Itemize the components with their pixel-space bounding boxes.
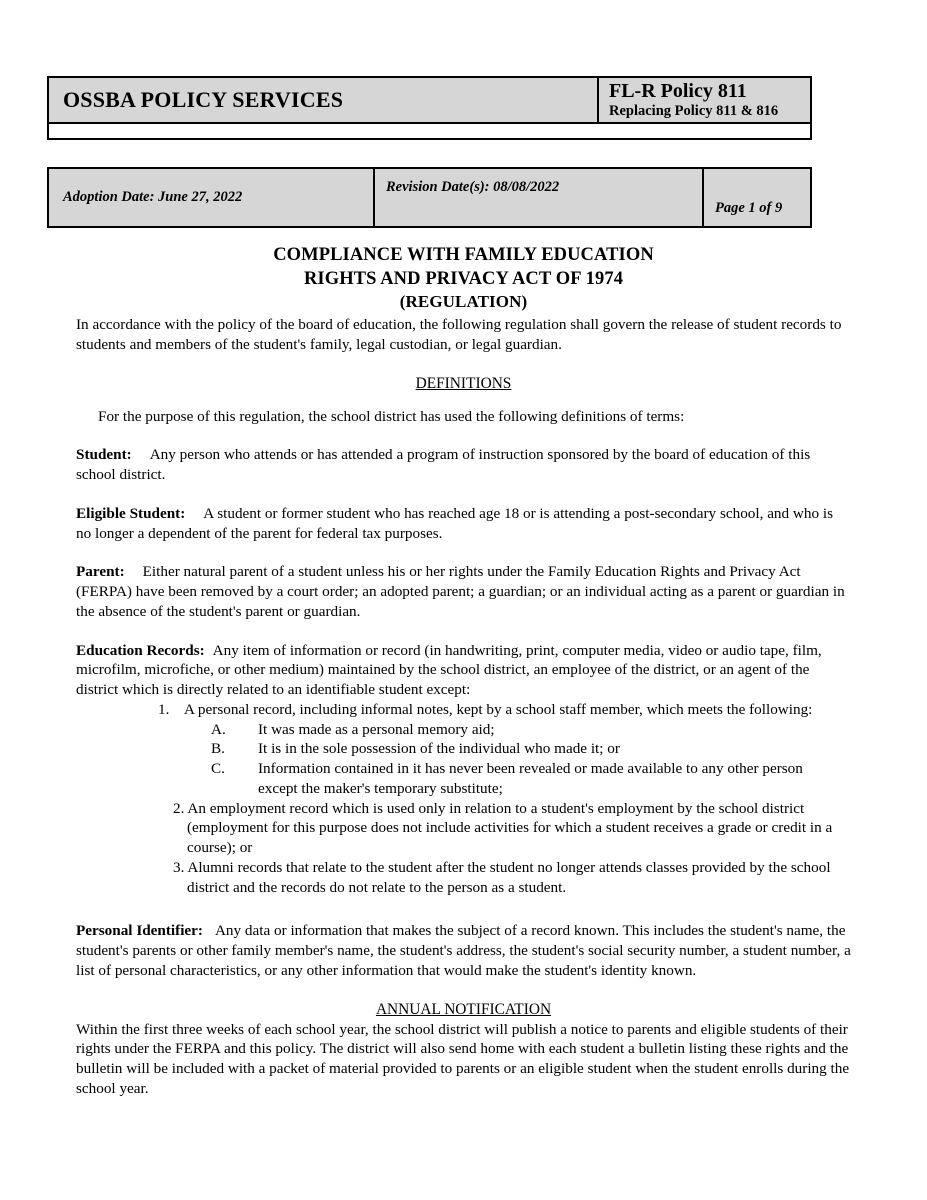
adoption-date-cell xyxy=(48,168,374,227)
meta-row xyxy=(48,168,811,227)
revision-date-text: Revision Date(s): 08/08/2022 xyxy=(386,179,560,195)
list-text-3: Alumni records that relate to the student after the student no longer attends classes provided by the school district and the records do not relate to the person as a student. xyxy=(187,858,831,896)
spacer xyxy=(76,426,851,445)
definitions-lead-in: For the purpose of this regulation, the school district has used the following definitions of terms: xyxy=(98,407,685,425)
list-marker-1b: B. xyxy=(211,740,225,758)
revision-date-cell xyxy=(374,168,703,227)
definition-personal-identifier xyxy=(76,921,851,980)
title-line-1: COMPLIANCE WITH FAMILY EDUCATION xyxy=(273,245,654,265)
annual-notification-heading-text: ANNUAL NOTIFICATION xyxy=(375,1000,552,1018)
definitions-heading xyxy=(76,374,851,394)
policy-header-table xyxy=(47,76,812,140)
header-title-row xyxy=(48,77,811,123)
intro-paragraph: In accordance with the policy of the board of education, the following regulation shall govern the release of student records to students and members of the student's family, legal custodian, or legal guardian. xyxy=(76,316,842,353)
definition-term-personal-identifier: Personal Identifier: xyxy=(76,922,203,940)
spacer xyxy=(76,543,851,562)
spacer xyxy=(76,897,851,921)
list-item xyxy=(158,700,851,720)
policy-code-cell xyxy=(598,77,811,123)
list-item xyxy=(211,759,851,779)
list-text-1c-continuation: except the maker's temporary substitute; xyxy=(258,779,503,797)
list-marker-2: 2. xyxy=(173,799,185,817)
list-marker-1c: C. xyxy=(211,760,225,778)
document-title xyxy=(76,243,851,313)
list-marker-1: 1. xyxy=(158,700,170,718)
policy-code: FL-R Policy 811 xyxy=(609,80,747,102)
definition-text-student: Any person who attends or has attended a program of instruction sponsored by the board of education of this school district. xyxy=(76,446,811,484)
list-item xyxy=(211,720,851,740)
definition-text-eligible-student: A student or former student who has reached age 18 or is attending a post-secondary school, and who is no longer a dependent of the parent for federal tax purposes. xyxy=(76,504,833,542)
document-body xyxy=(76,243,851,1099)
list-text-1a: It was made as a personal memory aid; xyxy=(258,720,495,738)
education-records-list xyxy=(76,700,851,898)
policy-meta-table xyxy=(47,167,812,228)
adoption-date-text: Adoption Date: June 27, 2022 xyxy=(63,189,243,205)
definition-term-education-records: Education Records: xyxy=(76,641,205,659)
spacer xyxy=(76,355,851,374)
list-item xyxy=(173,858,851,898)
list-text-1b: It is in the sole possession of the individual who made it; or xyxy=(258,740,620,758)
definition-education-records xyxy=(76,641,851,700)
list-item xyxy=(211,739,851,759)
title-line-3: (REGULATION) xyxy=(399,292,528,312)
list-item xyxy=(173,799,851,858)
spacer xyxy=(76,394,851,407)
annual-notification-paragraph: Within the first three weeks of each school year, the school district will publish a notice to parents and eligible students of their rights under the FERPA and this policy. The district will also send home with each student a bulletin listing these rights and the bulletin will be included with a packet of material provided to parents or an eligible student when the student enrolls during the school year. xyxy=(76,1020,850,1097)
annual-notification-heading xyxy=(76,1000,851,1020)
definition-text-parent: Either natural parent of a student unless his or her rights under the Family Education Rights and Privacy Act (FERPA) have been removed by a court order; an adopted parent; a guardian; or an individual acting as a parent or guardian in the absence of the student's parent or guardian. xyxy=(76,563,845,620)
header-spacer-cell xyxy=(48,123,811,139)
list-marker-3: 3. xyxy=(173,858,185,876)
list-item-continuation xyxy=(211,779,851,799)
definition-student xyxy=(76,445,851,485)
list-text-1c: Information contained in it has never been revealed or made available to any other person xyxy=(258,760,803,778)
page-indicator-text: Page 1 of 9 xyxy=(715,200,783,216)
spacer xyxy=(76,485,851,504)
definition-parent xyxy=(76,562,851,621)
definition-term-eligible-student: Eligible Student: xyxy=(76,504,186,522)
list-text-1: A personal record, including informal notes, kept by a school staff member, which meets the following: xyxy=(184,700,813,718)
spacer xyxy=(76,622,851,641)
replacing-policy: Replacing Policy 811 & 816 xyxy=(609,103,779,120)
definition-text-education-records: Any item of information or record (in handwriting, print, computer media, video or audio tape, film, microfilm, microfiche, or other medium) maintained by the school district, an employee of the district, or an agent of the district which is directly related to an identifiable student except: xyxy=(76,641,822,699)
header-spacer-row xyxy=(48,123,811,139)
definition-eligible-student xyxy=(76,504,851,544)
organization-name: OSSBA POLICY SERVICES xyxy=(63,87,344,113)
spacer xyxy=(76,981,851,1000)
page-indicator-cell xyxy=(703,168,811,227)
organization-cell xyxy=(48,77,598,123)
definition-term-parent: Parent: xyxy=(76,563,125,581)
list-text-2: An employment record which is used only in relation to a student's employment by the school district (employment for this purpose does not include activities for which a student receives a grade or credit in a course); or xyxy=(187,799,833,857)
list-marker-blank xyxy=(211,779,258,799)
title-line-2: RIGHTS AND PRIVACY ACT OF 1974 xyxy=(303,269,624,290)
definition-text-personal-identifier: Any data or information that makes the subject of a record known. This includes the student's name, the student's parents or other family member's name, the student's address, the student's social security number, a student number, a list of personal characteristics, or any other information that would make the student's identity known. xyxy=(76,922,851,979)
definition-term-student: Student: xyxy=(76,446,132,464)
definitions-heading-text: DEFINITIONS xyxy=(415,374,512,392)
list-marker-1a: A. xyxy=(211,720,226,738)
